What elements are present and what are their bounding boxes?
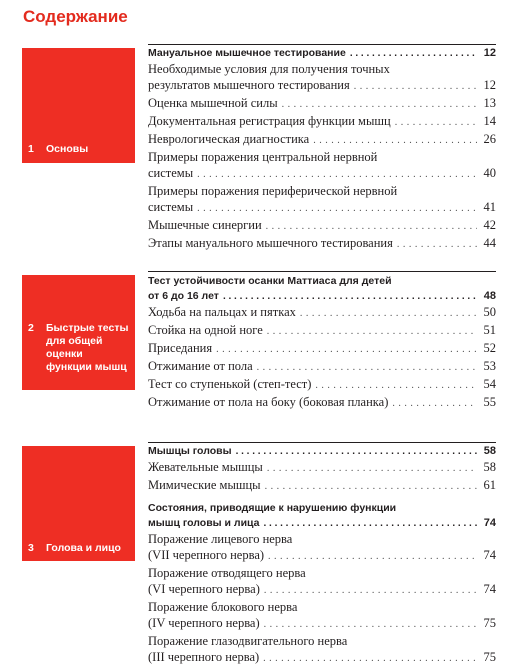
toc-page-number: 75: [483, 650, 496, 664]
toc-leader-dots: [350, 46, 477, 61]
toc-page-number: 50: [483, 305, 496, 319]
toc-entry[interactable]: [148, 599, 496, 633]
toc-page-number: 54: [483, 377, 496, 391]
toc-page-number: 53: [483, 359, 496, 373]
toc-page-number: 41: [483, 200, 496, 214]
toc-leader-dots: [264, 581, 477, 599]
toc-entry[interactable]: [148, 459, 496, 477]
toc-entry-text: системы: [148, 200, 194, 214]
toc-entry[interactable]: [148, 358, 496, 376]
toc-entry-text: (IV черепного нерва): [148, 616, 260, 630]
toc-leader-dots: [216, 340, 477, 358]
toc-leader-dots: [354, 77, 477, 95]
toc-entry[interactable]: [148, 235, 496, 253]
toc-entry-text: Оценка мышечной силы: [148, 96, 278, 110]
toc-leader-dots: [395, 113, 477, 131]
toc-leader-dots: [392, 394, 477, 412]
toc-page-number: 48: [483, 290, 496, 302]
toc-page-number: 51: [483, 323, 496, 337]
toc-entry-text: Ходьба на пальцах и пятках: [148, 305, 296, 319]
toc-entry-text: Примеры поражения периферической нервной: [148, 184, 398, 198]
toc-leader-dots: [257, 358, 477, 376]
toc-section-heading[interactable]: [148, 444, 496, 459]
toc-leader-dots: [266, 217, 477, 235]
toc-entry[interactable]: [148, 376, 496, 394]
toc-entry-text: Тест устойчивости осанки Маттиаса для детей: [148, 275, 392, 287]
toc-leader-dots: [263, 516, 477, 531]
toc-page-number: 74: [483, 517, 496, 529]
toc-page-number: 13: [483, 96, 496, 110]
toc-page-number: 40: [483, 166, 496, 180]
toc-entry-text: Поражение глазодвигательного нерва: [148, 634, 348, 648]
toc-leader-dots: [264, 615, 477, 633]
toc-page-number: 26: [483, 132, 496, 146]
toc-page-number: 58: [483, 445, 496, 457]
toc-leader-dots: [263, 649, 477, 667]
page-title: Содержание: [23, 7, 128, 26]
toc-entry[interactable]: [148, 531, 496, 565]
chapter-3-box: [22, 446, 135, 561]
toc-page-number: 52: [483, 341, 496, 355]
chapter-1-box: [22, 48, 135, 163]
toc-leader-dots: [197, 199, 477, 217]
toc-entry-text: Этапы мануального мышечного тестирования: [148, 236, 393, 250]
chapter-number: 2: [28, 322, 34, 334]
toc-entry[interactable]: [148, 61, 496, 95]
toc-entry-text: результатов мышечного тестирования: [148, 78, 350, 92]
toc-entry-text: Приседания: [148, 341, 213, 355]
toc-entry-text: Отжимание от пола: [148, 359, 253, 373]
toc-section-heading[interactable]: [148, 46, 496, 61]
toc-leader-dots: [397, 235, 477, 253]
toc-leader-dots: [265, 477, 477, 495]
toc-entry[interactable]: [148, 131, 496, 149]
toc-entry-text: Поражение блокового нерва: [148, 600, 298, 614]
toc-leader-dots: [223, 289, 477, 304]
toc-leader-dots: [236, 444, 477, 459]
toc-entry[interactable]: [148, 633, 496, 667]
chapter-2-box: [22, 275, 135, 390]
toc-leader-dots: [300, 304, 477, 322]
toc-leader-dots: [197, 165, 477, 183]
toc-entry[interactable]: [148, 183, 496, 217]
toc-leader-dots: [267, 459, 477, 477]
toc-entry[interactable]: [148, 95, 496, 113]
toc-section-heading[interactable]: [148, 501, 496, 531]
toc-page-number: 58: [483, 460, 496, 474]
toc-entry-text: мышц головы и лица: [148, 517, 260, 529]
toc-page-number: 74: [483, 582, 496, 596]
toc-entry-text: (VI черепного нерва): [148, 582, 260, 596]
toc-page-number: 61: [483, 478, 496, 492]
chapter-3-rule: [148, 442, 496, 443]
toc-entry-text: Состояния, приводящие к нарушению функции: [148, 502, 397, 514]
toc-entry[interactable]: [148, 217, 496, 235]
toc-entry[interactable]: [148, 304, 496, 322]
toc-page-number: 12: [483, 78, 496, 92]
chapter-title: Основы: [46, 143, 89, 155]
chapter-1-rule: [148, 44, 496, 45]
toc-leader-dots: [282, 95, 477, 113]
toc-entry-text: (VII черепного нерва): [148, 548, 265, 562]
toc-page-number: 74: [483, 548, 496, 562]
toc-page-number: 75: [483, 616, 496, 630]
toc-entry-text: Мышечные синергии: [148, 218, 262, 232]
toc-section-heading[interactable]: [148, 274, 496, 304]
toc-entry-text: Примеры поражения центральной нервной: [148, 150, 378, 164]
toc-entry-text: (III черепного нерва): [148, 650, 260, 664]
toc-leader-dots: [315, 376, 477, 394]
chapter-2-rule: [148, 271, 496, 272]
toc-entry[interactable]: [148, 565, 496, 599]
toc-entry[interactable]: [148, 394, 496, 412]
toc-entry-text: Мануальное мышечное тестирование: [148, 47, 346, 59]
chapter-3-toc: [148, 444, 496, 667]
toc-page-number: 42: [483, 218, 496, 232]
chapter-number: 1: [28, 143, 34, 155]
toc-page-number: 14: [483, 114, 496, 128]
toc-page-number: 12: [483, 47, 496, 59]
toc-entry-text: Поражение отводящего нерва: [148, 566, 306, 580]
toc-entry-text: Неврологическая диагностика: [148, 132, 310, 146]
toc-entry-text: Поражение лицевого нерва: [148, 532, 293, 546]
toc-entry[interactable]: [148, 113, 496, 131]
toc-leader-dots: [313, 131, 477, 149]
toc-entry-text: Отжимание от пола на боку (боковая планка): [148, 395, 389, 409]
toc-entry-text: Стойка на одной ноге: [148, 323, 263, 337]
chapter-2-toc: [148, 274, 496, 412]
toc-page-number: 55: [483, 395, 496, 409]
toc-entry-text: системы: [148, 166, 194, 180]
chapter-title: Быстрые тесты для общей оценки функции мышц: [46, 322, 129, 373]
toc-entry[interactable]: [148, 477, 496, 495]
toc-entry-text: Жевательные мышцы: [148, 460, 263, 474]
chapter-title: Голова и лицо: [46, 542, 121, 554]
toc-entry-text: Документальная регистрация функции мышц: [148, 114, 391, 128]
toc-entry-text: Мимические мышцы: [148, 478, 261, 492]
toc-entry[interactable]: [148, 340, 496, 358]
toc-leader-dots: [267, 322, 477, 340]
toc-entry-text: Мышцы головы: [148, 445, 232, 457]
chapter-1-toc: [148, 46, 496, 253]
toc-leader-dots: [268, 547, 477, 565]
toc-entry-text: Тест со ступенькой (степ-тест): [148, 377, 312, 391]
toc-page-number: 44: [483, 236, 496, 250]
toc-entry[interactable]: [148, 322, 496, 340]
toc-entry-text: Необходимые условия для получения точных: [148, 62, 390, 76]
chapter-number: 3: [28, 542, 34, 554]
toc-entry-text: от 6 до 16 лет: [148, 290, 219, 302]
toc-entry[interactable]: [148, 149, 496, 183]
